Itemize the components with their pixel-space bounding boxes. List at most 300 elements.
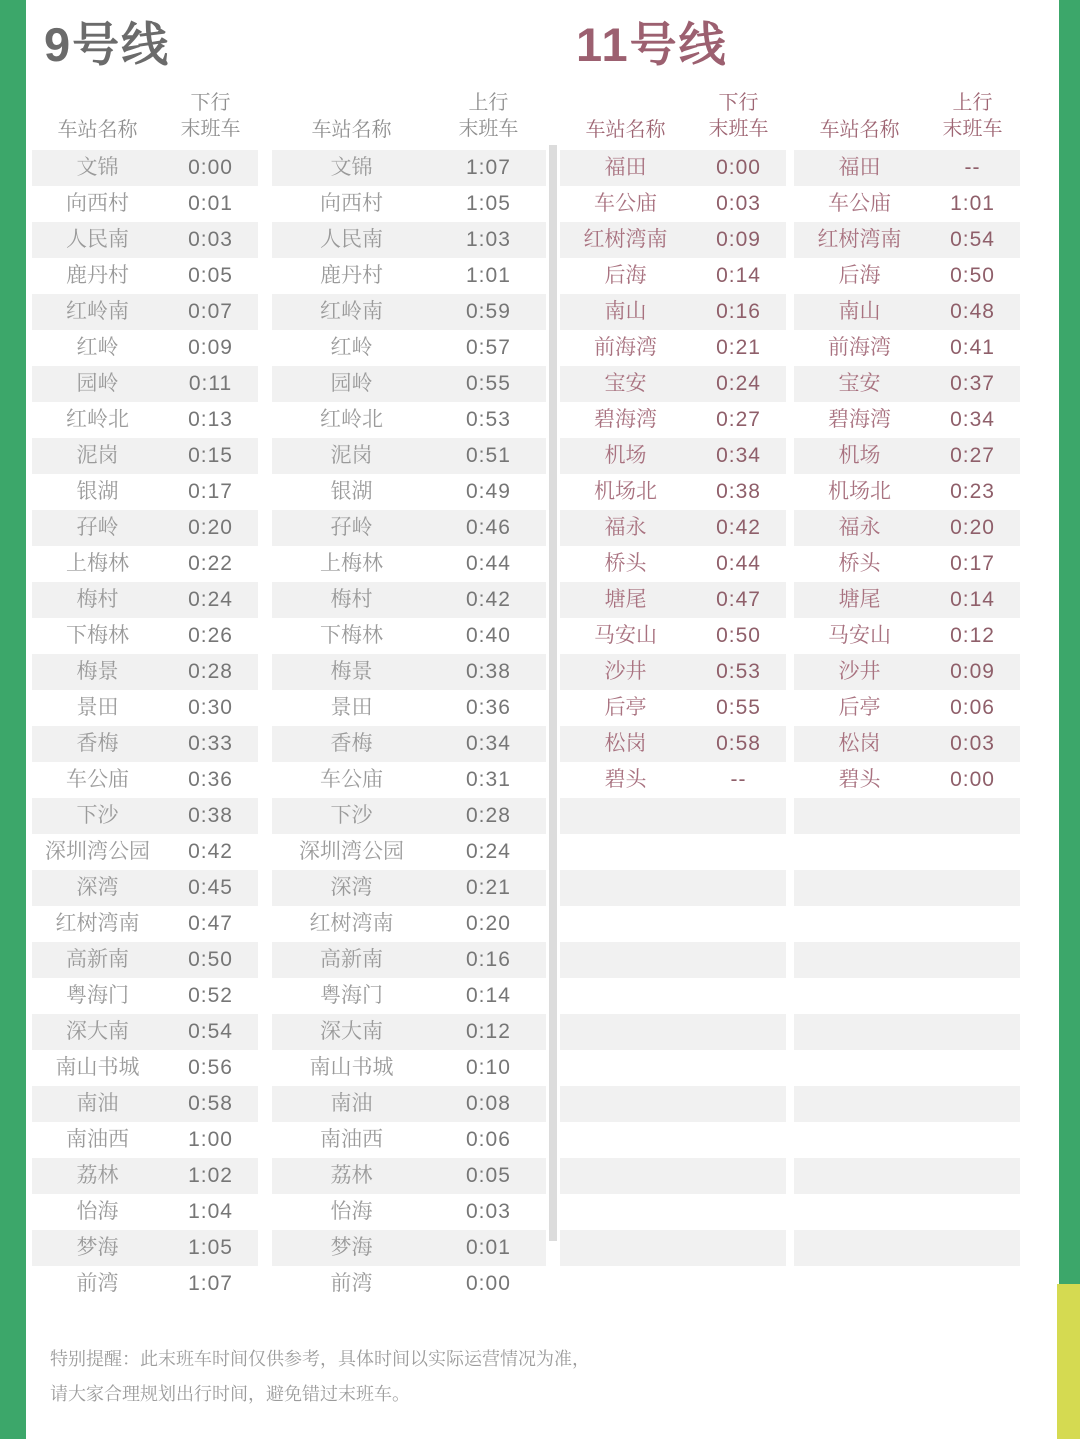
last-train-time: 0:03 (188, 228, 233, 251)
table-row (794, 978, 1020, 1014)
table-row (794, 1014, 1020, 1050)
table-row (272, 870, 546, 906)
table-row (794, 258, 1020, 294)
station-name: 园岭 (330, 372, 373, 395)
last-train-time: 0:09 (716, 228, 761, 251)
last-train-time: 0:12 (466, 1020, 511, 1043)
line9-title: 9号线 (44, 18, 171, 71)
table-row (272, 978, 546, 1014)
last-train-time: 0:54 (188, 1020, 233, 1043)
station-name: 鹿丹村 (319, 264, 383, 287)
station-name: 梅村 (76, 588, 119, 611)
station-name: 松岗 (838, 732, 881, 755)
section-divider (549, 145, 557, 1241)
table-row (560, 906, 786, 942)
station-name: 桥头 (838, 552, 881, 575)
direction-col-header (163, 90, 258, 142)
last-train-time: 0:00 (188, 156, 233, 179)
station-name: 碧头 (838, 768, 881, 791)
table-row (794, 1194, 1020, 1230)
table-row (560, 438, 786, 474)
table-row (32, 1050, 258, 1086)
table-row (794, 1050, 1020, 1086)
last-train-time: 0:31 (466, 768, 511, 791)
table-row (272, 186, 546, 222)
last-train-time (691, 798, 786, 834)
table-row (32, 906, 258, 942)
last-train-time (691, 1158, 786, 1194)
table-row (32, 222, 258, 258)
station-name: 南山书城 (309, 1056, 394, 1079)
last-train-time: 0:54 (950, 228, 995, 251)
direction-label: 上行 (952, 92, 993, 114)
table-row (794, 402, 1020, 438)
last-train-time (925, 1194, 1020, 1230)
table-row (32, 510, 258, 546)
station-col-header: 车站名称 (311, 119, 392, 141)
table-row (794, 474, 1020, 510)
table-row (560, 474, 786, 510)
station-name: 文锦 (76, 156, 119, 179)
table-row (794, 798, 1020, 834)
last-train-time: 0:49 (466, 480, 511, 503)
station-name: 红树湾南 (55, 912, 140, 935)
table-row (794, 1122, 1020, 1158)
table-row (272, 1266, 546, 1302)
last-train-time: 0:38 (466, 660, 511, 683)
last-train-time: 0:40 (466, 624, 511, 647)
station-name: 机场 (604, 444, 647, 467)
table-row (32, 150, 258, 186)
table-row (32, 798, 258, 834)
station-name: 下沙 (330, 804, 373, 827)
station-name: 南油西 (319, 1128, 383, 1151)
last-train-time: 1:01 (950, 192, 995, 215)
last-train-time: 0:36 (188, 768, 233, 791)
table-row (272, 798, 546, 834)
table-row (794, 510, 1020, 546)
station-name (794, 978, 925, 1014)
station-name (560, 870, 691, 906)
table-row (560, 294, 786, 330)
station-name: 红岭北 (319, 408, 383, 431)
last-train-time: 0:16 (716, 300, 761, 323)
station-name: 孖岭 (330, 516, 373, 539)
last-train-time: 0:20 (950, 516, 995, 539)
table-row (560, 1194, 786, 1230)
station-name: 车公庙 (66, 768, 130, 791)
table-row (272, 726, 546, 762)
last-train-time: 0:22 (188, 552, 233, 575)
table-header (272, 70, 546, 150)
last-train-time: 0:34 (466, 732, 511, 755)
last-train-time: 0:15 (188, 444, 233, 467)
station-name: 香梅 (76, 732, 119, 755)
table-row (32, 978, 258, 1014)
station-name: 宝安 (838, 372, 881, 395)
table-row (32, 582, 258, 618)
last-train-time: 0:11 (188, 372, 233, 395)
station-name (794, 906, 925, 942)
table-row (560, 978, 786, 1014)
last-train-time: 0:52 (188, 984, 233, 1007)
last-train-time: 0:50 (188, 948, 233, 971)
right-yellow-border (1057, 1284, 1080, 1439)
station-name: 泥岗 (330, 444, 373, 467)
last-train-time: 0:03 (716, 192, 761, 215)
last-train-time: 0:09 (188, 336, 233, 359)
station-name: 红岭南 (66, 300, 130, 323)
station-name: 深湾 (330, 876, 373, 899)
station-name: 福田 (604, 156, 647, 179)
last-train-time: 0:01 (188, 192, 233, 215)
last-train-time: 0:59 (466, 300, 511, 323)
station-name (794, 834, 925, 870)
table-row (560, 1122, 786, 1158)
station-name: 高新南 (66, 948, 130, 971)
station-name: 后亭 (604, 696, 647, 719)
line11-down-table (560, 70, 786, 1302)
table-row (272, 1122, 546, 1158)
last-train-time (925, 1266, 1020, 1302)
table-row (32, 546, 258, 582)
station-name: 梅村 (330, 588, 373, 611)
station-name: 荔林 (76, 1164, 119, 1187)
last-train-time (691, 1014, 786, 1050)
last-train-time (925, 1086, 1020, 1122)
station-name: 梦海 (330, 1236, 373, 1259)
direction-col-header (925, 90, 1020, 142)
last-train-time: 0:28 (188, 660, 233, 683)
line9-down-table (32, 70, 258, 1302)
station-name: 深圳湾公园 (298, 840, 404, 863)
station-name: 园岭 (76, 372, 119, 395)
last-train-time: 1:07 (466, 156, 511, 179)
table-row (560, 1158, 786, 1194)
table-row (560, 258, 786, 294)
reminder-note-line2: 请大家合理规划出行时间，避免错过末班车。 (50, 1384, 410, 1404)
left-green-border (0, 0, 26, 1439)
last-train-time: 0:50 (950, 264, 995, 287)
last-train-time: 0:06 (466, 1128, 511, 1151)
last-train-time: 0:55 (466, 372, 511, 395)
table-row (272, 258, 546, 294)
table-row (32, 618, 258, 654)
station-name: 碧海湾 (594, 408, 658, 431)
direction-col-header (691, 90, 786, 142)
station-name: 香梅 (330, 732, 373, 755)
station-name: 深湾 (76, 876, 119, 899)
station-name: 荔林 (330, 1164, 373, 1187)
last-train-time: -- (730, 768, 747, 791)
last-train-time: 0:24 (716, 372, 761, 395)
table-row (794, 1086, 1020, 1122)
table-row (32, 690, 258, 726)
last-train-time: 0:14 (950, 588, 995, 611)
station-name: 红岭南 (319, 300, 383, 323)
table-row (794, 366, 1020, 402)
last-train-time: 1:03 (466, 228, 511, 251)
station-name: 人民南 (66, 228, 130, 251)
last-train-time: 0:42 (188, 840, 233, 863)
last-train-time (925, 834, 1020, 870)
table-row (560, 762, 786, 798)
table-row (794, 690, 1020, 726)
line9-up-table (272, 70, 546, 1302)
table-row (794, 222, 1020, 258)
table-row (794, 834, 1020, 870)
station-name: 前海湾 (828, 336, 892, 359)
table-row (32, 1194, 258, 1230)
station-name (560, 906, 691, 942)
last-train-time: 0:24 (188, 588, 233, 611)
station-name: 下沙 (76, 804, 119, 827)
table-row (32, 1266, 258, 1302)
table-row (560, 834, 786, 870)
last-train-time: 0:53 (716, 660, 761, 683)
direction-label: 上行 (468, 92, 509, 114)
last-train-time (691, 834, 786, 870)
table-row (272, 582, 546, 618)
station-name (560, 834, 691, 870)
station-name: 上梅林 (319, 552, 383, 575)
direction-col-header (431, 90, 546, 142)
last-train-label: 末班车 (180, 118, 241, 140)
station-name: 深大南 (66, 1020, 130, 1043)
table-header (32, 70, 258, 150)
station-name (794, 1014, 925, 1050)
station-name: 南山 (838, 300, 881, 323)
table-header (794, 70, 1020, 150)
table-row (560, 582, 786, 618)
table-row (560, 726, 786, 762)
last-train-time: 0:51 (466, 444, 511, 467)
station-name: 福永 (838, 516, 881, 539)
last-train-time: 0:01 (466, 1236, 511, 1259)
station-name: 景田 (76, 696, 119, 719)
station-name: 银湖 (330, 480, 373, 503)
station-name: 红树湾南 (817, 228, 902, 251)
station-name: 南山 (604, 300, 647, 323)
last-train-time (691, 1122, 786, 1158)
last-train-time: 0:36 (466, 696, 511, 719)
table-row (272, 294, 546, 330)
last-train-time (925, 942, 1020, 978)
last-train-time (691, 942, 786, 978)
table-row (560, 150, 786, 186)
last-train-time (925, 1050, 1020, 1086)
last-train-time: 1:05 (188, 1236, 233, 1259)
table-row (272, 150, 546, 186)
table-row (794, 582, 1020, 618)
station-name (560, 942, 691, 978)
station-name: 泥岗 (76, 444, 119, 467)
last-train-time: 0:20 (466, 912, 511, 935)
last-train-time: 0:41 (950, 336, 995, 359)
station-col-header: 车站名称 (585, 119, 666, 141)
table-row (32, 654, 258, 690)
station-name: 向西村 (319, 192, 383, 215)
last-train-time: 0:56 (188, 1056, 233, 1079)
station-name: 沙井 (838, 660, 881, 683)
table-row (794, 1266, 1020, 1302)
table-row (560, 942, 786, 978)
line11-up-table (794, 70, 1020, 1302)
table-row (32, 834, 258, 870)
table-row (794, 618, 1020, 654)
table-row (560, 798, 786, 834)
station-name: 马安山 (828, 624, 892, 647)
station-name: 后亭 (838, 696, 881, 719)
table-row (272, 1050, 546, 1086)
last-train-time: 0:00 (950, 768, 995, 791)
table-row (272, 438, 546, 474)
last-train-time: 0:58 (716, 732, 761, 755)
station-name: 深圳湾公园 (45, 840, 151, 863)
table-row (272, 330, 546, 366)
table-row (794, 546, 1020, 582)
station-name: 景田 (330, 696, 373, 719)
table-row (32, 294, 258, 330)
station-name (794, 1086, 925, 1122)
station-name: 南油 (76, 1092, 119, 1115)
station-name (794, 870, 925, 906)
station-name: 后海 (604, 264, 647, 287)
last-train-label: 末班车 (708, 118, 769, 140)
table-row (560, 546, 786, 582)
table-row (272, 222, 546, 258)
table-row (32, 1122, 258, 1158)
table-row (32, 1014, 258, 1050)
table-header (560, 70, 786, 150)
station-name: 梦海 (76, 1236, 119, 1259)
last-train-time (925, 870, 1020, 906)
table-row (272, 942, 546, 978)
last-train-time: 0:34 (950, 408, 995, 431)
station-name: 红岭 (330, 336, 373, 359)
station-col-header: 车站名称 (819, 119, 900, 141)
table-row (794, 150, 1020, 186)
station-name (794, 1122, 925, 1158)
last-train-time: 0:14 (716, 264, 761, 287)
table-row (560, 186, 786, 222)
table-row (32, 402, 258, 438)
table-row (794, 870, 1020, 906)
station-name (794, 1266, 925, 1302)
station-name (794, 1158, 925, 1194)
last-train-time: 0:05 (188, 264, 233, 287)
table-rows (560, 150, 786, 1302)
station-name (560, 1230, 691, 1266)
station-name: 福田 (838, 156, 881, 179)
station-name: 下梅林 (66, 624, 130, 647)
last-train-time: 0:42 (716, 516, 761, 539)
station-name (794, 1050, 925, 1086)
last-train-time (691, 978, 786, 1014)
station-col-header: 车站名称 (57, 119, 138, 141)
station-name: 塘尾 (838, 588, 881, 611)
last-train-time: 0:28 (466, 804, 511, 827)
last-train-time: 0:27 (950, 444, 995, 467)
table-row (560, 1266, 786, 1302)
station-name: 粤海门 (319, 984, 383, 1007)
station-name: 松岗 (604, 732, 647, 755)
last-train-time: 0:34 (716, 444, 761, 467)
table-row (272, 402, 546, 438)
last-train-time: 0:44 (716, 552, 761, 575)
station-name (560, 978, 691, 1014)
station-name: 前湾 (330, 1272, 373, 1295)
station-name: 文锦 (330, 156, 373, 179)
station-name: 鹿丹村 (66, 264, 130, 287)
station-name: 前湾 (76, 1272, 119, 1295)
table-row (560, 1050, 786, 1086)
last-train-time (691, 1266, 786, 1302)
last-train-time (691, 1230, 786, 1266)
last-train-time (691, 1050, 786, 1086)
last-train-time: 0:10 (466, 1056, 511, 1079)
last-train-time: 0:38 (716, 480, 761, 503)
table-row (794, 294, 1020, 330)
last-train-time: 0:27 (716, 408, 761, 431)
last-train-time: 0:55 (716, 696, 761, 719)
last-train-time: 0:06 (950, 696, 995, 719)
station-name (560, 1158, 691, 1194)
last-train-time: 0:44 (466, 552, 511, 575)
last-train-time: 0:47 (716, 588, 761, 611)
station-name: 深大南 (319, 1020, 383, 1043)
last-train-time (925, 1014, 1020, 1050)
table-row (794, 906, 1020, 942)
table-rows (32, 150, 258, 1302)
last-train-time: 0:09 (950, 660, 995, 683)
station-name: 粤海门 (66, 984, 130, 1007)
table-row (794, 438, 1020, 474)
station-name: 宝安 (604, 372, 647, 395)
last-train-time: -- (964, 156, 981, 179)
reminder-note-line1: 特别提醒：此末班车时间仅供参考，具体时间以实际运营情况为准， (50, 1349, 590, 1369)
last-train-time: 0:17 (188, 480, 233, 503)
last-train-time: 0:16 (466, 948, 511, 971)
station-name: 南油西 (66, 1128, 130, 1151)
station-name: 机场北 (828, 480, 892, 503)
station-name: 机场 (838, 444, 881, 467)
station-name: 怡海 (76, 1200, 119, 1223)
station-name: 红岭 (76, 336, 119, 359)
last-train-time (925, 978, 1020, 1014)
station-name (560, 1194, 691, 1230)
last-train-time: 0:37 (950, 372, 995, 395)
station-name (560, 1266, 691, 1302)
last-train-time: 0:45 (188, 876, 233, 899)
last-train-time: 0:53 (466, 408, 511, 431)
last-train-time: 0:48 (950, 300, 995, 323)
table-rows (272, 150, 546, 1302)
last-train-time: 0:14 (466, 984, 511, 1007)
table-row (794, 942, 1020, 978)
table-rows (794, 150, 1020, 1302)
last-train-time: 0:20 (188, 516, 233, 539)
station-name: 怡海 (330, 1200, 373, 1223)
table-row (32, 186, 258, 222)
direction-label: 下行 (718, 92, 759, 114)
station-name: 人民南 (319, 228, 383, 251)
station-name: 红树湾南 (583, 228, 668, 251)
last-train-time: 0:23 (950, 480, 995, 503)
station-name (794, 942, 925, 978)
last-train-time: 0:03 (466, 1200, 511, 1223)
table-row (560, 330, 786, 366)
